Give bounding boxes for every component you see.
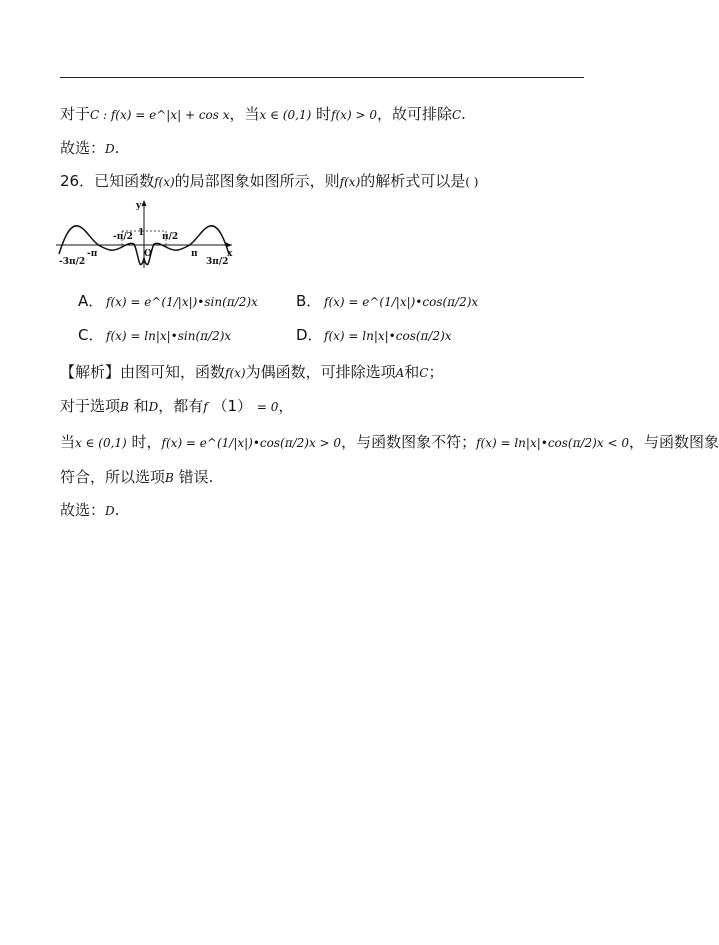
top-divider <box>60 77 584 78</box>
text: 【解析】由图可知，函数 <box>60 363 226 381</box>
math-expr: = 0 <box>256 400 279 414</box>
math-expr: C : f(x) = e^|x| + cos x <box>90 108 230 122</box>
text: 和 <box>404 363 420 381</box>
math-expr: f(x) = e^(1/|x|)•cos(π/2)x > 0 <box>161 436 342 450</box>
text: 为偶函数，可排除选项 <box>245 363 396 381</box>
option-a-formula: f(x) = e^(1/|x|)•sin(π/2)x <box>106 295 258 309</box>
text-line-answer-1 <box>60 137 119 160</box>
text: ； <box>428 363 444 381</box>
math-expr: f <box>203 400 208 414</box>
tick-label-pi: π <box>191 249 198 259</box>
text: 当 <box>60 433 76 451</box>
text: 对于选项 <box>60 397 121 415</box>
text: ，与函数图象 <box>628 433 719 451</box>
solution-line-1 <box>60 361 444 384</box>
option-c-label: C． <box>78 326 104 344</box>
answer-bracket: ( ) <box>465 175 479 189</box>
tick-label-neg-half-pi: -π/2 <box>113 232 133 242</box>
math-expr: f(x) = ln|x|•cos(π/2)x < 0 <box>476 436 629 450</box>
math-expr: f(x) <box>154 175 175 189</box>
function-graph <box>56 198 236 270</box>
math-expr: f(x) > 0 <box>331 108 377 122</box>
text: . <box>114 501 120 519</box>
text: 故选： <box>60 501 106 519</box>
math-expr: C <box>451 108 462 122</box>
tick-label-one: 1 <box>138 228 145 238</box>
text: 对于 <box>60 105 91 123</box>
text: 和 <box>133 397 149 415</box>
solution-answer <box>60 499 119 522</box>
text: 故选： <box>60 139 106 157</box>
text: . <box>461 105 466 123</box>
math-expr: x ∈ (0,1) <box>259 108 312 122</box>
math-expr: D <box>148 400 159 414</box>
option-d-label: D． <box>296 326 323 344</box>
option-b-formula: f(x) = e^(1/|x|)•cos(π/2)x <box>324 295 479 309</box>
math-expr: f(x) <box>225 366 246 380</box>
y-axis-label: y <box>136 201 142 211</box>
tick-label-neg-three-half-pi: -3π/2 <box>59 257 86 267</box>
text: ，与函数图象不符； <box>341 433 477 451</box>
tick-label-neg-pi: -π <box>87 249 98 259</box>
text: ，都有 <box>158 397 204 415</box>
solution-line-3 <box>60 431 719 454</box>
text: ， <box>278 397 294 415</box>
y-axis-arrow <box>142 200 147 206</box>
math-expr: A <box>395 366 405 380</box>
text: 时， <box>131 433 162 451</box>
x-axis-label: x <box>227 249 233 259</box>
text: 错误. <box>178 468 214 486</box>
option-b-label: B． <box>296 292 322 310</box>
text: 符合，所以选项 <box>60 468 166 486</box>
math-expr: C <box>419 366 429 380</box>
option-a-label: A． <box>78 292 104 310</box>
text: . <box>114 139 120 157</box>
text: 的解析式可以是 <box>360 172 466 190</box>
origin-label: O <box>144 249 152 259</box>
text: 的局部图象如图所示，则 <box>174 172 340 190</box>
option-d-formula: f(x) = ln|x|•cos(π/2)x <box>324 329 452 343</box>
solution-line-4 <box>60 466 213 489</box>
question-26 <box>60 170 478 193</box>
text: 时 <box>316 105 332 123</box>
math-expr: f(x) <box>339 175 361 189</box>
text: （1） <box>212 397 253 415</box>
tick-label-half-pi: π/2 <box>162 232 179 242</box>
math-expr: B <box>120 400 129 414</box>
text: 26．已知函数 <box>60 172 155 190</box>
math-expr: D <box>105 142 115 156</box>
text: ，故可排除 <box>376 105 452 123</box>
option-c-formula: f(x) = ln|x|•sin(π/2)x <box>106 329 232 343</box>
solution-line-2 <box>60 395 293 418</box>
math-expr: B <box>165 471 174 485</box>
math-expr: D <box>105 504 115 518</box>
tick-label-three-half-pi: 3π/2 <box>206 257 229 267</box>
math-expr: x ∈ (0,1) <box>75 436 127 450</box>
text: ，当 <box>229 105 260 123</box>
text-line-exclude-c <box>60 103 466 126</box>
